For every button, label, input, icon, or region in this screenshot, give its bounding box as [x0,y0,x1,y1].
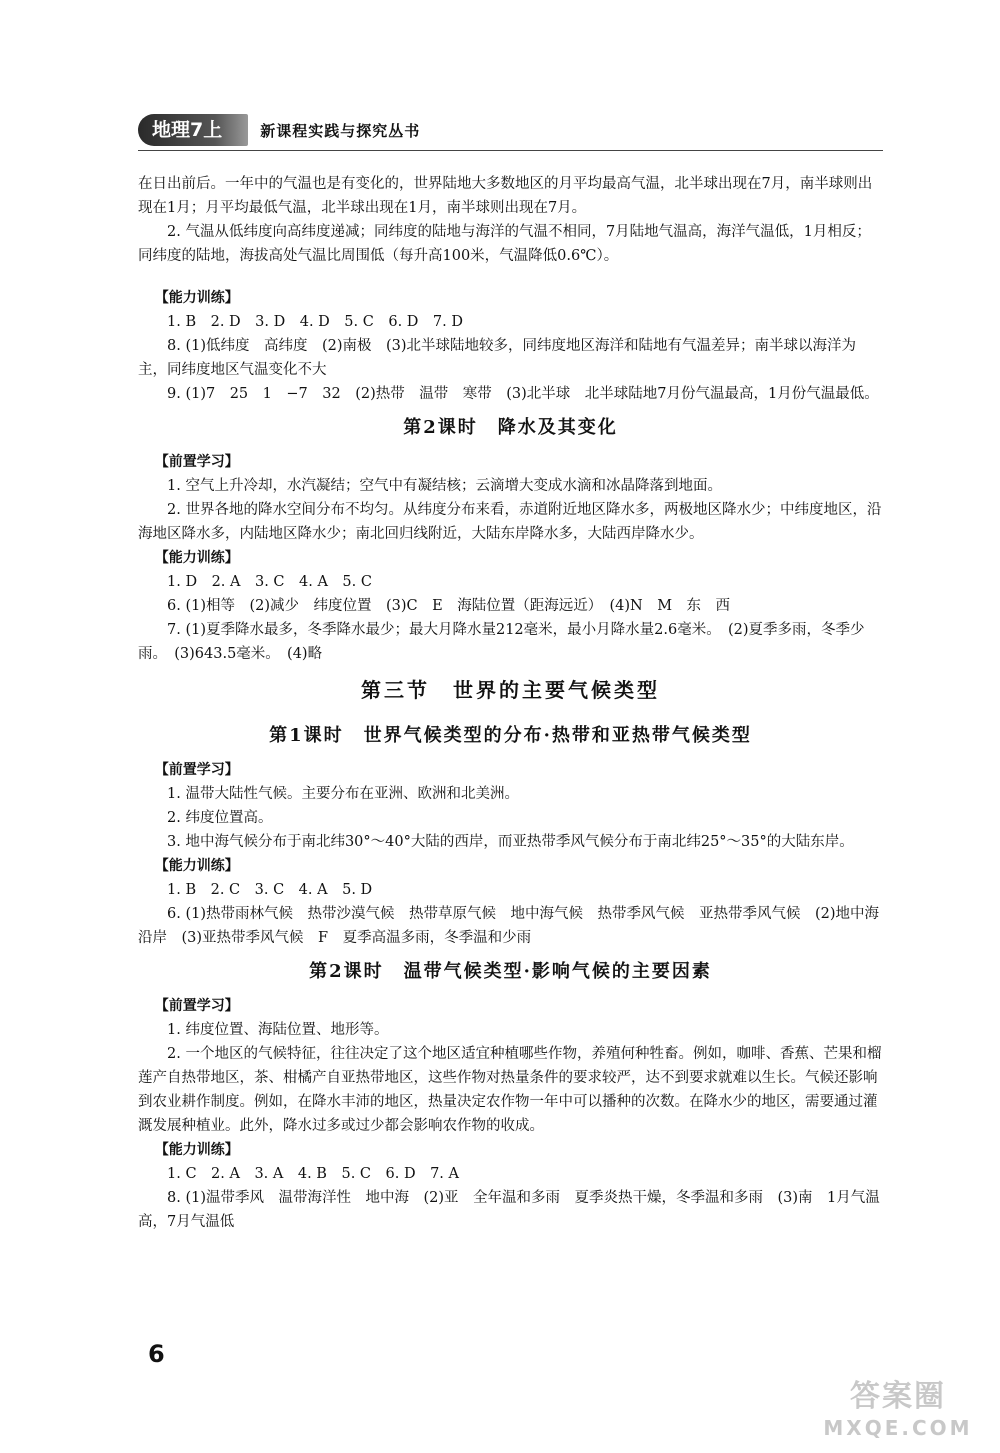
watermark-logo [808,1378,988,1448]
watermark-url: MXQE.COM [823,1416,973,1440]
paragraph: 2. 一个地区的气候特征，往往决定了这个地区适宜种植哪些作物，养殖何种牲畜。例如，咖啡、香蕉、芒果和榴莲产自热带地区，茶、柑橘产自亚热带地区，这些作物对热量条件的要求较严，达不到要求就难以生长。气候还影响到农业耕作制度。例如，在降水丰沛的地区，热量决定农作物一年中可以播种的次数。在降水少的地区，需要通过灌溉发展种植业。此外，降水过多或过少都会影响农作物的收成。 [138,1046,882,1134]
series-title: 新课程实践与探究丛书 [260,121,421,140]
paragraph: 1. C 2. A 3. A 4. B 5. C 6. D 7. A [167,1166,459,1182]
subject-badge: 地理7上 [138,114,248,146]
paragraph: 6. (1)热带雨林气候 热带沙漠气候 热带草原气候 地中海气候 热带季风气候 亚热带季风气候 (2)地中海沿岸 (3)亚热带季风气候 F 夏季高温多雨，冬季温和少雨 [138,906,880,946]
section-tag: 【前置学习】 [154,998,239,1014]
paragraph: 7. (1)夏季降水最多，冬季降水最少；最大月降水量212毫米，最小月降水量2.6毫米。 (2)夏季多雨，冬季少雨。 (3)643.5毫米。 (4)略 [138,622,865,662]
answer-content [138,172,883,1234]
section-tag: 【前置学习】 [154,762,239,778]
header-divider [138,150,883,151]
paragraph: 1. 纬度位置、海陆位置、地形等。 [167,1022,389,1038]
section-tag: 【能力训练】 [154,1142,239,1158]
paragraph: 3. 地中海气候分布于南北纬30°～40°大陆的西岸，而亚热带季风气候分布于南北纬25°～35°的大陆东岸。 [167,834,854,850]
paragraph: 1. 空气上升冷却，水汽凝结；空气中有凝结核；云滴增大变成水滴和冰晶降落到地面。 [167,478,722,494]
paragraph: 1. B 2. D 3. D 4. D 5. C 6. D 7. D [167,314,463,330]
page-header [138,112,420,148]
section-tag: 【能力训练】 [154,290,239,306]
paragraph: 1. D 2. A 3. C 4. A 5. C [167,574,372,590]
paragraph: 8. (1)温带季风 温带海洋性 地中海 (2)亚 全年温和多雨 夏季炎热干燥，冬季温和多雨 (3)南 1月气温高，7月气温低 [138,1190,880,1230]
spacer [138,268,883,286]
watermark-logo-text: 答案圈 [850,1379,946,1414]
lesson-heading: 第1课时 世界气候类型的分布·热带和亚热带气候类型 [269,725,752,746]
lesson-heading: 第2课时 温带气候类型·影响气候的主要因素 [309,961,712,982]
paragraph: 2. 气温从低纬度向高纬度递减；同纬度的陆地与海洋的气温不相同，7月陆地气温高，海洋气温低，1月相反；同纬度的陆地，海拔高处气温比周围低（每升高100米，气温降低0.6℃）。 [138,224,871,264]
section-heading: 第三节 世界的主要气候类型 [361,678,660,702]
paragraph: 在日出前后。一年中的气温也是有变化的，世界陆地大多数地区的月平均最高气温，北半球出现在7月，南半球则出现在1月；月平均最低气温，北半球出现在1月，南半球则出现在7月。 [138,176,873,216]
paragraph: 1. 温带大陆性气候。主要分布在亚洲、欧洲和北美洲。 [167,786,519,802]
paragraph: 2. 纬度位置高。 [167,810,273,826]
paragraph: 6. (1)相等 (2)减少 纬度位置 (3)C E 海陆位置（距海远近） (4)N M 东 西 [167,598,731,614]
page-number: 6 [148,1340,165,1368]
section-tag: 【前置学习】 [154,454,239,470]
paragraph: 8. (1)低纬度 高纬度 (2)南极 (3)北半球陆地较多，同纬度地区海洋和陆地有气温差异；南半球以海洋为主，同纬度地区气温变化不大 [138,338,857,378]
section-tag: 【能力训练】 [154,550,239,566]
paragraph: 2. 世界各地的降水空间分布不均匀。从纬度分布来看，赤道附近地区降水多，两极地区降水少；中纬度地区，沿海地区降水多，内陆地区降水少；南北回归线附近，大陆东岸降水多，大陆西岸降水少。 [138,502,882,542]
lesson-heading: 第2课时 降水及其变化 [403,417,618,438]
section-tag: 【能力训练】 [154,858,239,874]
paragraph: 9. (1)7 25 1 −7 32 (2)热带 温带 寒带 (3)北半球 北半球陆地7月份气温最高，1月份气温最低。 [167,386,879,402]
paragraph: 1. B 2. C 3. C 4. A 5. D [167,882,373,898]
